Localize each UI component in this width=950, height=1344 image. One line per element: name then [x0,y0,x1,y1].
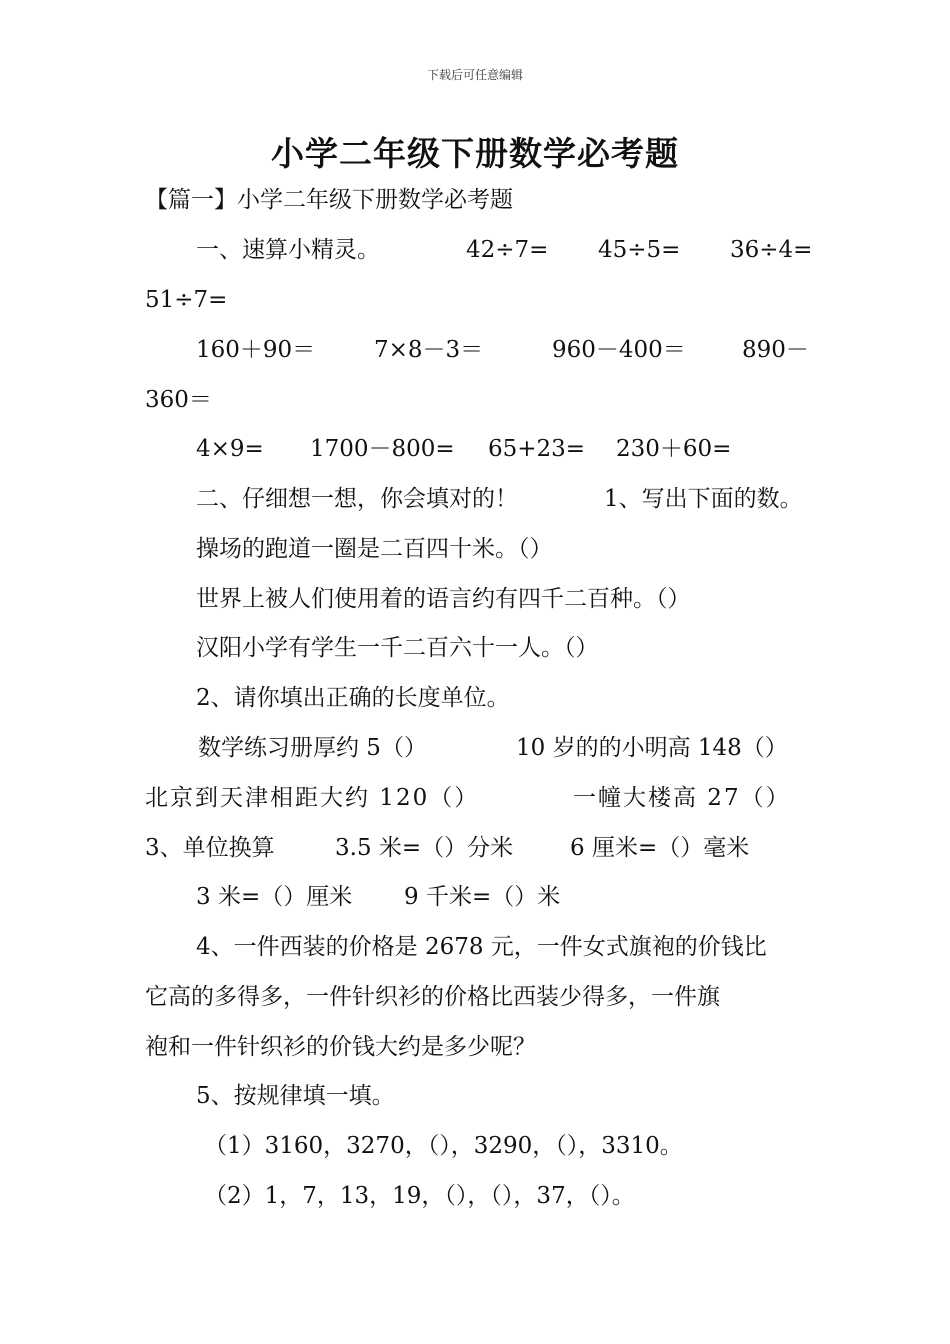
part1-label: 一、速算小精灵。 [196,237,380,263]
q4-line: 袍和一件针织衫的价钱大约是多少呢？ [145,1034,536,1060]
q3-row1 [145,833,749,863]
q2-item: 10 岁的的小明高 148（） [516,735,788,761]
q4-line: 它高的多得多，一件针织衫的价格比西装少得多，一件旗 [145,984,720,1010]
q2-item: 数学练习册厚约 5（） [198,735,427,761]
part2-label: 二、仔细想一想，你会填对的！ [196,486,518,512]
q3-label: 3、单位换算 [145,835,275,861]
equation: 7×8－3＝ [374,337,484,363]
q3-item: 3 米=（）厘米 [196,884,353,910]
equation: 890－ [742,337,809,363]
q2-item: 北京到天津相距大约 120（） [145,785,480,811]
q1-item: 操场的跑道一圈是二百四十米。（） [196,536,553,562]
q3-item: 3.5 米=（）分米 [335,835,514,861]
part1-row3 [196,434,731,464]
equation: 51÷7= [145,287,228,313]
section-heading: 【篇一】小学二年级下册数学必考题 [145,187,513,213]
header-note: 下载后可任意编辑 [426,68,523,82]
q5-item: （1）3160，3270，（），3290，（），3310。 [204,1133,683,1159]
q5-label: 5、按规律填一填。 [196,1083,395,1109]
q1-label: 1、写出下面的数。 [604,486,803,512]
equation: 160＋90＝ [196,337,316,363]
equation: 65+23= [488,436,586,462]
part1-row2 [196,335,809,365]
q2-row1 [198,733,788,763]
q2-label: 2、请你填出正确的长度单位。 [196,685,510,711]
q2-row2 [145,783,791,813]
equation: 36÷4= [730,237,813,263]
document-title: 小学二年级下册数学必考题 [271,134,679,173]
equation: 42÷7= [466,237,549,263]
part2-header [196,484,803,514]
q3-item: 9 千米=（）米 [404,884,561,910]
equation: 45÷5= [598,237,681,263]
q5-item: （2）1，7，13，19，（），（），37，（）。 [204,1183,635,1209]
q3-row2 [196,882,560,912]
q3-item: 6 厘米=（）毫米 [570,835,750,861]
equation: 4×9= [196,436,264,462]
equation: 360＝ [145,387,212,413]
q2-item: 一幢大楼高 27（） [573,785,791,811]
equation: 230＋60= [616,436,732,462]
equation: 1700－800= [310,436,455,462]
part1-row1 [196,235,812,265]
q1-item: 汉阳小学有学生一千二百六十一人。（） [196,635,599,661]
q4-line: 4、一件西装的价格是 2678 元，一件女式旗袍的价钱比 [196,934,767,960]
q1-item: 世界上被人们使用着的语言约有四千二百种。（） [196,586,691,612]
equation: 960－400＝ [552,337,686,363]
